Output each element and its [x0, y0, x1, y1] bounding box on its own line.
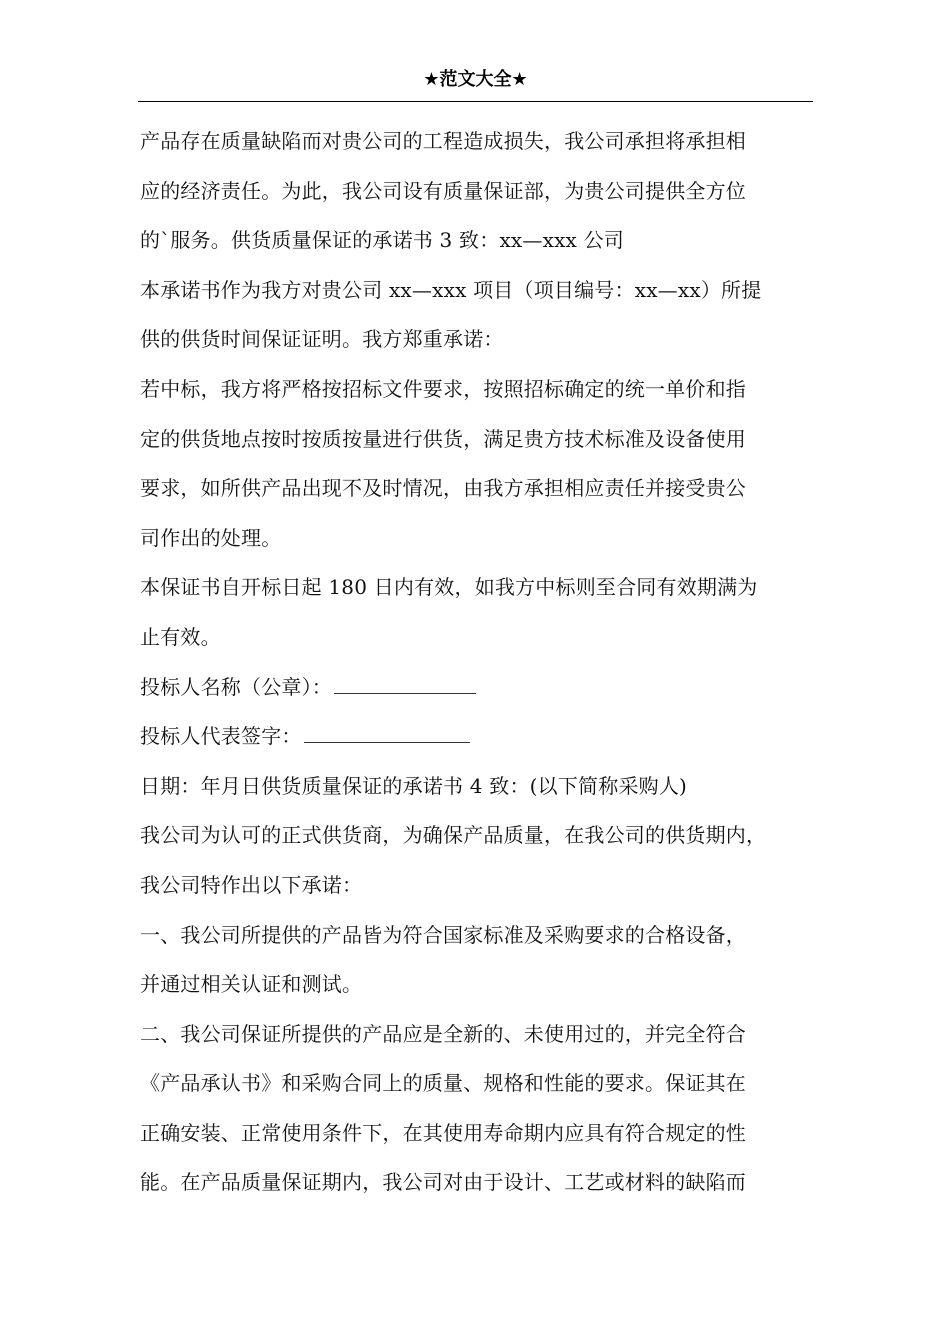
- paragraph-line: 正确安装、正常使用条件下，在其使用寿命期内应具有符合规定的性: [140, 1120, 746, 1145]
- paragraph-line: 定的供货地点按时按质按量进行供货，满足贵方技术标准及设备使用: [140, 426, 746, 451]
- paragraph-line: 供的供货时间保证证明。我方郑重承诺：: [140, 327, 504, 352]
- paragraph-line: 二、我公司保证所提供的产品应是全新的、未使用过的，并完全符合: [140, 1021, 746, 1046]
- document-body: [140, 117, 815, 1208]
- bidder-rep-blank: [304, 724, 470, 743]
- paragraph-line: 应的经济责任。为此，我公司设有质量保证部，为贵公司提供全方位: [140, 178, 746, 203]
- header-divider: [138, 101, 813, 102]
- bidder-name-row: [140, 663, 815, 713]
- paragraph-line: 本保证书自开标日起 180 日内有效，如我方中标则至合同有效期满为: [140, 575, 758, 600]
- bidder-rep-row: [140, 712, 815, 762]
- bidder-rep-label: 投标人代表签字：: [140, 724, 302, 749]
- paragraph-line: 我公司特作出以下承诺：: [140, 872, 363, 897]
- paragraph-line: 的`服务。供货质量保证的承诺书 3 致：xx—xxx 公司: [140, 228, 624, 253]
- paragraph-line: 本承诺书作为我方对贵公司 xx—xxx 项目（项目编号：xx—xx）所提: [140, 277, 762, 302]
- paragraph-line: 日期：年月日供货质量保证的承诺书 4 致：(以下简称采购人): [140, 773, 688, 798]
- paragraph-line: 若中标，我方将严格按招标文件要求，按照招标确定的统一单价和指: [140, 376, 746, 401]
- paragraph-line: 《产品承认书》和采购合同上的质量、规格和性能的要求。保证其在: [140, 1071, 746, 1096]
- paragraph-line: 一、我公司所提供的产品皆为符合国家标准及采购要求的合格设备，: [140, 922, 746, 947]
- paragraph-line: 我公司为认可的正式供货商，为确保产品质量，在我公司的供货期内，: [140, 823, 767, 848]
- paragraph-line: 要求，如所供产品出现不及时情况，由我方承担相应责任并接受贵公: [140, 476, 746, 501]
- paragraph-line: 司作出的处理。: [140, 525, 282, 550]
- paragraph-line: 并通过相关认证和测试。: [140, 972, 363, 997]
- paragraph-line: 产品存在质量缺陷而对贵公司的工程造成损失，我公司承担将承担相: [140, 129, 746, 153]
- paragraph-line: 止有效。: [140, 624, 221, 649]
- bidder-name-label: 投标人名称（公章）：: [140, 674, 332, 699]
- bidder-name-blank: [334, 675, 476, 694]
- page-header-title: ★范文大全★: [423, 69, 528, 90]
- paragraph-line: 能。在产品质量保证期内，我公司对由于设计、工艺或材料的缺陷而: [140, 1170, 746, 1195]
